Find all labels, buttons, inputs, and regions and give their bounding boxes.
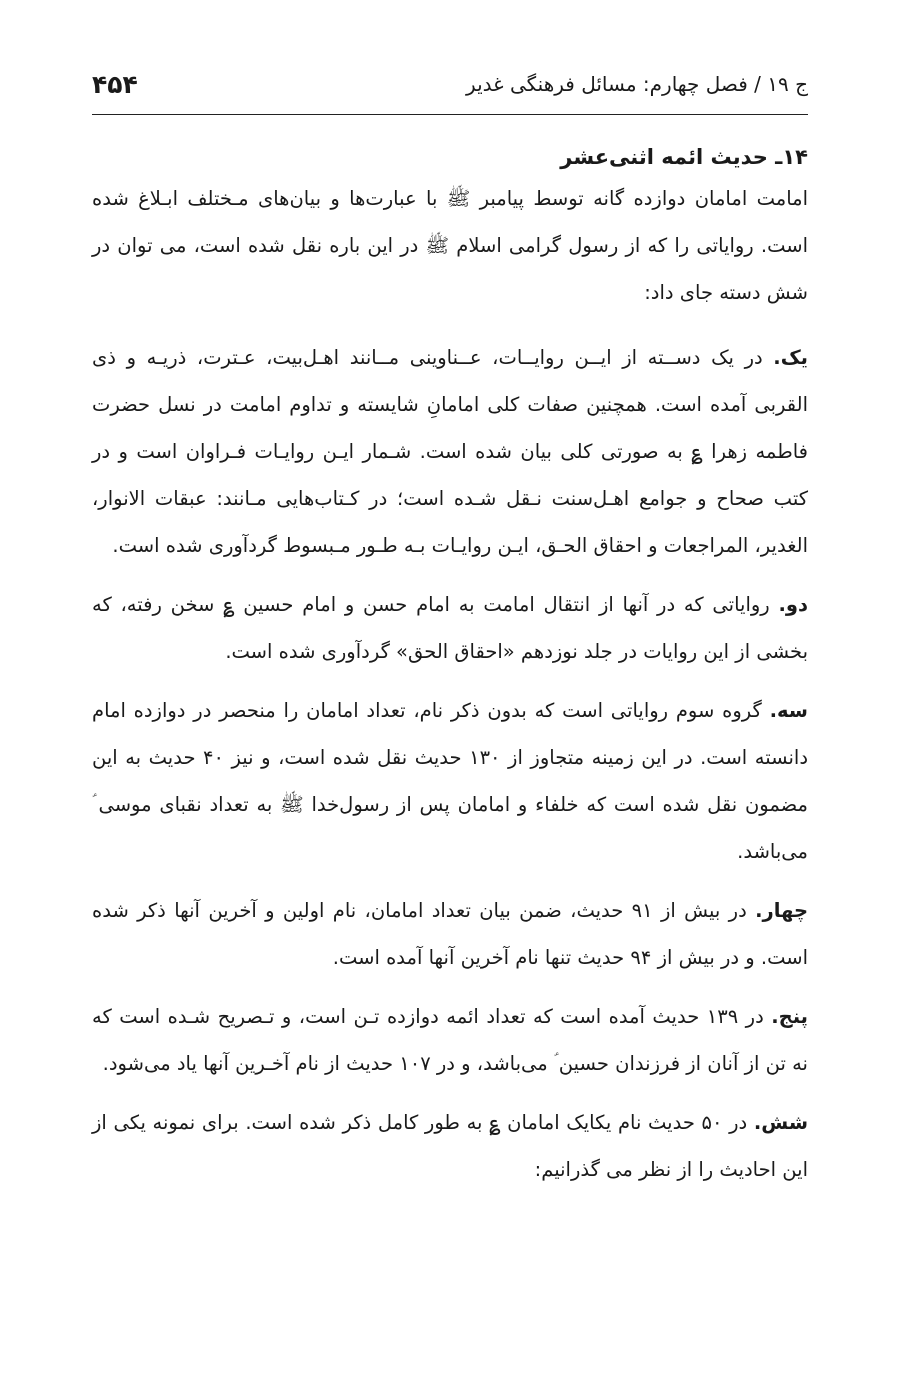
paragraph-label: سه. bbox=[769, 699, 808, 722]
paragraph-text: در ۵۰ حدیث نام یکایک امامان ؏ به طور کامل ذکر شده است. برای نمونه یکی از این احادیث را از نظر می گذرانیم: bbox=[92, 1111, 808, 1181]
paragraph-text: در ۱۳۹ حدیث آمده است که تعداد ائمه دوازده تـن است، و تـصریح شـده است که نه تن از آنان از فرزندان حسین ؑ می‌باشد، و در ۱۰۷ حدیث از نام آخـرین آنها یاد می‌شود. bbox=[92, 1005, 808, 1075]
book-page bbox=[92, 60, 808, 1205]
paragraph-five bbox=[92, 993, 808, 1087]
intro-paragraph: امامت امامان دوازده گانه توسط پیامبر ﷺ با عبارت‌ها و بیان‌های مـختلف ابـلاغ شده است. روایاتی را که از رسول گرامی اسلام ﷺ در این باره نقل شده است، می توان در شش دسته جای داد: bbox=[92, 187, 808, 304]
paragraph-one bbox=[92, 334, 808, 569]
page-number: ۴۵۴ bbox=[92, 69, 138, 99]
paragraph-text: در یک دســته از ایــن روایــات، عــناوینی مــانند اهـل‌بیت، عـترت، ذریـه و ذی القربی آمده است. همچنین صفات کلی امامانِ شایسته و تداوم امامت در نسل حضرت فاطمه زهرا ؏ به صورتی کلی بیان شده است. شـمار ایـن روایـات فـراوان است و در کتب صحاح و جوامع اهـل‌سنت نـقل شـده است؛ در کـتاب‌هایی مـانند: عبقات الانوار، الغدیر، المراجعات و احقاق الحـق، ایـن روایـات بـه طـور مـبسوط گردآوری شده است. bbox=[92, 346, 808, 557]
paragraph-text: در بیش از ۹۱ حدیث، ضمن بیان تعداد امامان، نام اولین و آخرین آنها ذکر شده است. و در بیش از ۹۴ حدیث تنها نام آخرین آنها آمده است. bbox=[92, 899, 808, 969]
paragraph-label: چهار. bbox=[755, 899, 808, 922]
paragraph-label: یک. bbox=[773, 346, 808, 369]
paragraph-two bbox=[92, 581, 808, 675]
paragraph-four bbox=[92, 887, 808, 981]
paragraph-label: پنج. bbox=[771, 1005, 809, 1028]
paragraph-text: روایاتی که در آنها از انتقال امامت به امام حسن و امام حسین ؏ سخن رفته، که بخشی از این روایات در جلد نوزدهم «احقاق الحق» گردآوری شده است. bbox=[92, 593, 808, 663]
section-title: ۱۴ـ حدیث ائمه اثنی‌عشر bbox=[560, 145, 808, 169]
paragraph-six bbox=[92, 1099, 808, 1193]
page-header bbox=[92, 60, 808, 115]
paragraph-label: دو. bbox=[778, 593, 808, 616]
paragraph-label: شش. bbox=[753, 1111, 809, 1134]
paragraph-text: گروه سوم روایاتی است که بدون ذکر نام، تعداد امامان را منحصر در دوازده امام دانسته است. در این زمینه متجاوز از ۱۳۰ حدیث نقل شده است، و نیز ۴۰ حدیث به این مضمون نقل شده است که خلفاء و امامان پس از رسول‌خدا ﷺ به تعداد نقبای موسی ؑ می‌باشد. bbox=[92, 699, 809, 863]
running-head: ج ۱۹ / فصل چهارم: مسائل فرهنگی غدیر bbox=[466, 72, 808, 96]
paragraph-three bbox=[92, 687, 808, 875]
